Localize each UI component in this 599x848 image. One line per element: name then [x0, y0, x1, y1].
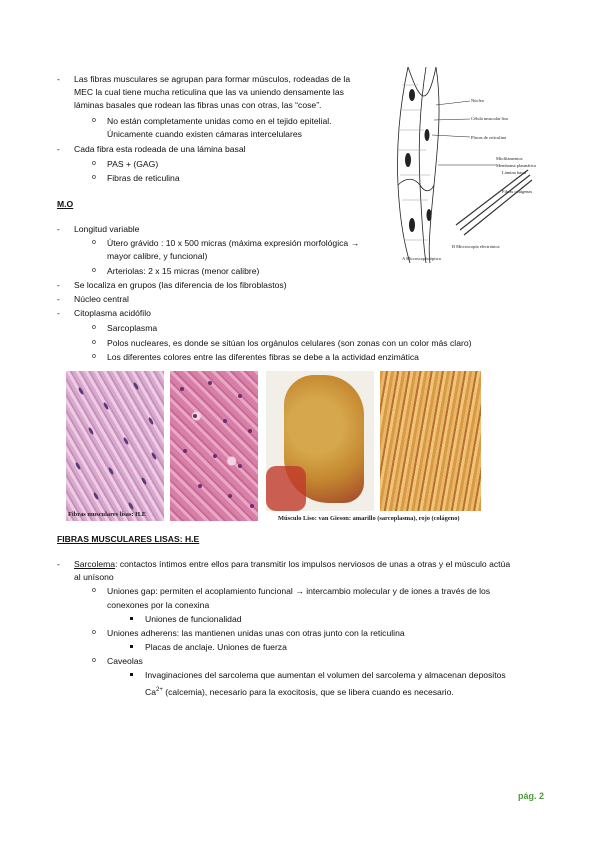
- text-span: : contactos íntimos entre ellos para transmitir los impulsos nerviosos de unas a otras y el músculo actúa: [115, 559, 511, 569]
- bullet-dash: -: [57, 144, 60, 154]
- bullet-dash: -: [57, 224, 60, 234]
- text-line: Útero grávido : 10 x 500 micras (máxima expresión morfológica →: [107, 238, 360, 248]
- page-number: pág. 2: [517, 791, 544, 801]
- text-line: Cada fibra esta rodeada de una lámina basal: [74, 144, 246, 154]
- text-line: Longitud variable: [74, 224, 140, 234]
- bullet-dash: -: [57, 559, 60, 569]
- circle-bullet-icon: o: [92, 160, 96, 167]
- text-line: Citoplasma acidófilo: [74, 308, 151, 318]
- circle-bullet-icon: o: [92, 174, 96, 181]
- micrograph-van-gieson-longitudinal: [380, 371, 481, 511]
- square-bullet-icon: [130, 673, 133, 676]
- text-line: [74, 558, 510, 570]
- text-line: Placas de anclaje. Uniones de fuerza: [145, 642, 287, 652]
- square-bullet-icon: [130, 645, 133, 648]
- text-line: Uniones adherens: las mantienen unidas unas con otras junto con la reticulina: [107, 628, 405, 638]
- text-line: Las fibras musculares se agrupan para formar músculos, rodeadas de la: [74, 74, 351, 84]
- figure-label: Membrana plasmática: [496, 163, 536, 168]
- text-line: Polos nucleares, es donde se sitúan los orgánulos celulares (son zonas con un color más claro): [107, 338, 472, 348]
- figure-label: Lámina basal: [502, 170, 527, 175]
- superscript: 2+: [156, 687, 163, 693]
- text-line: láminas basales que rodean las fibras unas con otras, las “cose”.: [74, 100, 322, 110]
- micrograph-caption: Músculo Liso: van Gieson: amarillo (sarcoplasma), rojo (colágeno): [278, 515, 460, 522]
- text-line: Núcleo central: [74, 294, 129, 304]
- circle-bullet-icon: o: [92, 117, 96, 124]
- text-line: Invaginaciones del sarcolema que aumentan el volumen del sarcolema y almacenan depositos: [145, 670, 506, 680]
- text-line: No están completamente unidas como en el tejido epitelial.: [107, 116, 332, 126]
- text-span: (calcemia), necesario para la exocitosis, que se libera cuando es necesario.: [162, 686, 454, 697]
- micrograph-he-transverse: [170, 371, 258, 521]
- text-line: conexones por la conexina: [107, 600, 210, 610]
- text-line: Caveolas: [107, 656, 143, 666]
- circle-bullet-icon: o: [92, 239, 96, 246]
- figure-label: Célula muscular lisa: [471, 116, 508, 121]
- text-line: PAS + (GAG): [107, 159, 159, 169]
- smooth-muscle-diagram: [378, 65, 543, 265]
- square-bullet-icon: [130, 617, 133, 620]
- bullet-dash: -: [57, 280, 60, 290]
- text-line: Uniones de funcionalidad: [145, 614, 242, 624]
- text-line: mayor calibre, y funcional): [107, 251, 208, 261]
- figure-label: Placas de reticulina: [471, 135, 506, 140]
- figure-label: Fibras colágenas: [502, 189, 533, 194]
- text-line: Sarcoplasma: [107, 323, 158, 333]
- text-line: Uniones gap: permiten el acoplamiento funcional → intercambio molecular y de iones a través de los: [107, 586, 491, 596]
- text-line: Arteriolas: 2 x 15 micras (menor calibre): [107, 266, 260, 276]
- text-line: Únicamente cuando existen cámaras intercelulares: [107, 129, 302, 139]
- figure-label: A Microscopía óptica: [402, 256, 441, 261]
- text-line: [145, 684, 454, 698]
- text-line: MEC la cual tiene mucha reticulina que las va uniendo densamente las: [74, 87, 344, 97]
- text-line: al unísono: [74, 572, 114, 582]
- section-heading: M.O: [57, 199, 74, 209]
- circle-bullet-icon: o: [92, 339, 96, 346]
- circle-bullet-icon: o: [92, 629, 96, 636]
- micrograph-he-longitudinal: [66, 371, 164, 521]
- figure-label: Miofilamentos: [496, 156, 523, 161]
- figure-label: Núcleo: [471, 98, 484, 103]
- text-span: Ca: [145, 686, 156, 697]
- circle-bullet-icon: o: [92, 267, 96, 274]
- circle-bullet-icon: o: [92, 353, 96, 360]
- text-line: Se localiza en grupos (las diferencia de los fibroblastos): [74, 280, 287, 290]
- circle-bullet-icon: o: [92, 587, 96, 594]
- circle-bullet-icon: o: [92, 324, 96, 331]
- figure-label: B Microscopía electrónica: [452, 244, 500, 249]
- bullet-dash: -: [57, 308, 60, 318]
- bullet-dash: -: [57, 74, 60, 84]
- micrograph-van-gieson-transverse: [266, 371, 374, 511]
- circle-bullet-icon: o: [92, 657, 96, 664]
- section-heading: FIBRAS MUSCULARES LISAS: H.E: [57, 534, 200, 544]
- text-line: Fibras de reticulina: [107, 173, 180, 183]
- micrograph-caption: Fibras musculares lisas: H.E: [68, 511, 146, 518]
- term-sarcolema: Sarcolema: [74, 559, 116, 569]
- text-line: Los diferentes colores entre las diferentes fibras se debe a la actividad enzimática: [107, 352, 419, 362]
- bullet-dash: -: [57, 294, 60, 304]
